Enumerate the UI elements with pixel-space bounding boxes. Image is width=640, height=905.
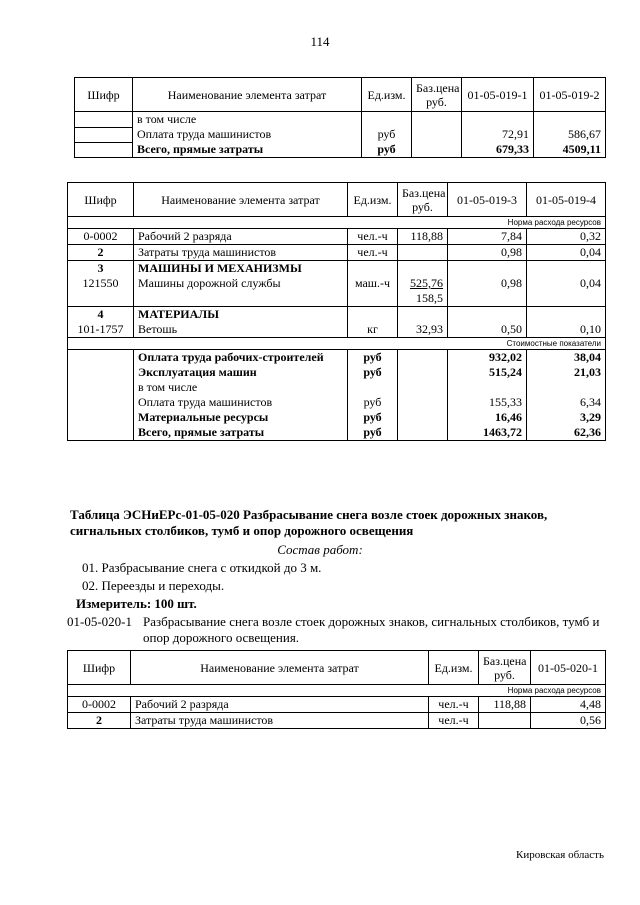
cost-table-1 bbox=[74, 77, 606, 158]
row-unit: чел.-ч bbox=[348, 229, 398, 245]
header-price: Баз.цена руб. bbox=[412, 78, 462, 112]
header-unit: Ед.изм. bbox=[362, 78, 412, 112]
row-col-a: 4,48 bbox=[531, 697, 606, 713]
row-unit: чел.-ч bbox=[348, 245, 398, 261]
table-row bbox=[68, 697, 606, 713]
row-name: Оплата труда рабочих-строителей bbox=[134, 350, 348, 366]
row-unit: руб bbox=[348, 350, 398, 366]
row-price: 118,88 bbox=[479, 697, 531, 713]
row-col-b: 6,34 bbox=[527, 395, 606, 410]
row-col-a: 0,98 bbox=[448, 276, 527, 307]
row-code: 0-0002 bbox=[68, 229, 134, 245]
row-col-a: 932,02 bbox=[448, 350, 527, 366]
row-code: 121550 bbox=[68, 276, 134, 307]
norm-caption: Норма расхода ресурсов bbox=[68, 685, 606, 697]
table-row bbox=[68, 276, 606, 307]
row-code: 2 bbox=[68, 245, 134, 261]
row-col-b: 0,04 bbox=[527, 245, 606, 261]
table-row bbox=[68, 713, 606, 729]
row-name: Рабочий 2 разряда bbox=[131, 697, 429, 713]
row-col-b: 62,36 bbox=[527, 425, 606, 441]
header-name: Наименование элемента затрат bbox=[131, 651, 429, 685]
row-price: 525,76 bbox=[410, 276, 443, 290]
table-row bbox=[68, 261, 606, 277]
row-name: Ветошь bbox=[134, 322, 348, 338]
row-code: 0-0002 bbox=[68, 697, 131, 713]
header-col-b: 01-05-019-2 bbox=[534, 78, 606, 112]
item-description bbox=[143, 614, 613, 646]
item-description-line-2: опор дорожного освещения. bbox=[143, 630, 300, 645]
cost-table-3 bbox=[67, 650, 606, 729]
row-unit: чел.-ч bbox=[429, 713, 479, 729]
table-row bbox=[75, 127, 606, 142]
table-row bbox=[68, 365, 606, 380]
row-name: Машины дорожной службы bbox=[134, 276, 348, 307]
row-unit: руб bbox=[348, 410, 398, 425]
header-name: Наименование элемента затрат bbox=[134, 183, 348, 217]
row-code: 2 bbox=[68, 713, 131, 729]
row-col-b: 0,04 bbox=[527, 276, 606, 307]
row-col-b: 0,32 bbox=[527, 229, 606, 245]
row-name: Затраты труда машинистов bbox=[134, 245, 348, 261]
header-code: Шифр bbox=[68, 651, 131, 685]
header-unit: Ед.изм. bbox=[429, 651, 479, 685]
table-row bbox=[68, 425, 606, 441]
row-name: Эксплуатация машин bbox=[134, 365, 348, 380]
row-name: в том числе bbox=[134, 380, 348, 395]
table-row bbox=[68, 410, 606, 425]
row-col-a: 72,91 bbox=[462, 127, 534, 142]
row-code: 4 bbox=[68, 307, 134, 323]
section-title bbox=[70, 507, 610, 539]
row-unit: маш.-ч bbox=[348, 276, 398, 307]
table-row bbox=[68, 350, 606, 366]
section-title-line-1: Таблица ЭСНиЕРс-01-05-020 Разбрасывание снега возле стоек дорожных знаков, bbox=[70, 507, 548, 522]
cost-table-2 bbox=[67, 182, 606, 441]
row-col-a: 16,46 bbox=[448, 410, 527, 425]
row-col-a: 679,33 bbox=[462, 142, 534, 158]
header-code: Шифр bbox=[68, 183, 134, 217]
work-heading: Состав работ: bbox=[277, 542, 363, 557]
cost-caption: Стоимостные показатели bbox=[68, 338, 606, 350]
row-unit: руб bbox=[348, 365, 398, 380]
row-unit: руб bbox=[348, 425, 398, 441]
row-name: Всего, прямые затраты bbox=[133, 142, 362, 158]
row-col-a: 0,50 bbox=[448, 322, 527, 338]
row-price: 118,88 bbox=[398, 229, 448, 245]
row-code: 101-1757 bbox=[68, 322, 134, 338]
work-item: 01. Разбрасывание снега с откидкой до 3 м. bbox=[82, 560, 322, 575]
row-col-a: 1463,72 bbox=[448, 425, 527, 441]
region-footer: Кировская область bbox=[515, 849, 604, 861]
row-name: Затраты труда машинистов bbox=[131, 713, 429, 729]
table-row bbox=[68, 322, 606, 338]
table-row bbox=[68, 229, 606, 245]
row-price: 32,93 bbox=[398, 322, 448, 338]
header-price: Баз.цена руб. bbox=[398, 183, 448, 217]
row-unit: кг bbox=[348, 322, 398, 338]
row-name: Материальные ресурсы bbox=[134, 410, 348, 425]
row-unit: руб bbox=[362, 127, 412, 142]
row-price-secondary: 158,5 bbox=[416, 291, 443, 305]
header-col-a: 01-05-019-3 bbox=[448, 183, 527, 217]
header-price: Баз.цена руб. bbox=[479, 651, 531, 685]
item-description-line-1: Разбрасывание снега возле стоек дорожных знаков, сигнальных столбиков, тумб и bbox=[143, 614, 600, 629]
row-col-a: 0,98 bbox=[448, 245, 527, 261]
table-row bbox=[75, 142, 606, 158]
meter-label: Измеритель: 100 шт. bbox=[76, 596, 197, 611]
row-col-b: 38,04 bbox=[527, 350, 606, 366]
work-item: 02. Переезды и переходы. bbox=[82, 578, 225, 593]
row-name: в том числе bbox=[133, 112, 362, 128]
section-title-line-2: сигнальных столбиков, тумб и опор дорожного освещения bbox=[70, 523, 414, 538]
header-name: Наименование элемента затрат bbox=[133, 78, 362, 112]
table-row bbox=[68, 395, 606, 410]
header-col-b: 01-05-019-4 bbox=[527, 183, 606, 217]
row-unit: руб bbox=[348, 395, 398, 410]
row-col-b: 586,67 bbox=[534, 127, 606, 142]
row-col-b: 4509,11 bbox=[534, 142, 606, 158]
row-name: МАШИНЫ И МЕХАНИЗМЫ bbox=[134, 261, 348, 277]
item-code: 01-05-020-1 bbox=[67, 614, 132, 629]
page-number: 114 bbox=[310, 34, 330, 49]
row-name: Оплата труда машинистов bbox=[134, 395, 348, 410]
norm-caption: Норма расхода ресурсов bbox=[68, 217, 606, 229]
table-row bbox=[68, 380, 606, 395]
header-unit: Ед.изм. bbox=[348, 183, 398, 217]
header-col-a: 01-05-019-1 bbox=[462, 78, 534, 112]
row-col-a: 515,24 bbox=[448, 365, 527, 380]
row-name: Оплата труда машинистов bbox=[133, 127, 362, 142]
row-code: 3 bbox=[68, 261, 134, 277]
table-row bbox=[68, 307, 606, 323]
header-col-a: 01-05-020-1 bbox=[531, 651, 606, 685]
header-code: Шифр bbox=[75, 78, 133, 112]
row-col-b: 0,10 bbox=[527, 322, 606, 338]
row-unit: чел.-ч bbox=[429, 697, 479, 713]
row-name: МАТЕРИАЛЫ bbox=[134, 307, 348, 323]
row-col-a: 155,33 bbox=[448, 395, 527, 410]
row-col-b: 21,03 bbox=[527, 365, 606, 380]
row-unit: руб bbox=[362, 142, 412, 158]
row-name: Рабочий 2 разряда bbox=[134, 229, 348, 245]
row-name: Всего, прямые затраты bbox=[134, 425, 348, 441]
table-row bbox=[68, 245, 606, 261]
row-col-a: 7,84 bbox=[448, 229, 527, 245]
row-col-b: 3,29 bbox=[527, 410, 606, 425]
table-row bbox=[75, 112, 606, 128]
row-col-a: 0,56 bbox=[531, 713, 606, 729]
